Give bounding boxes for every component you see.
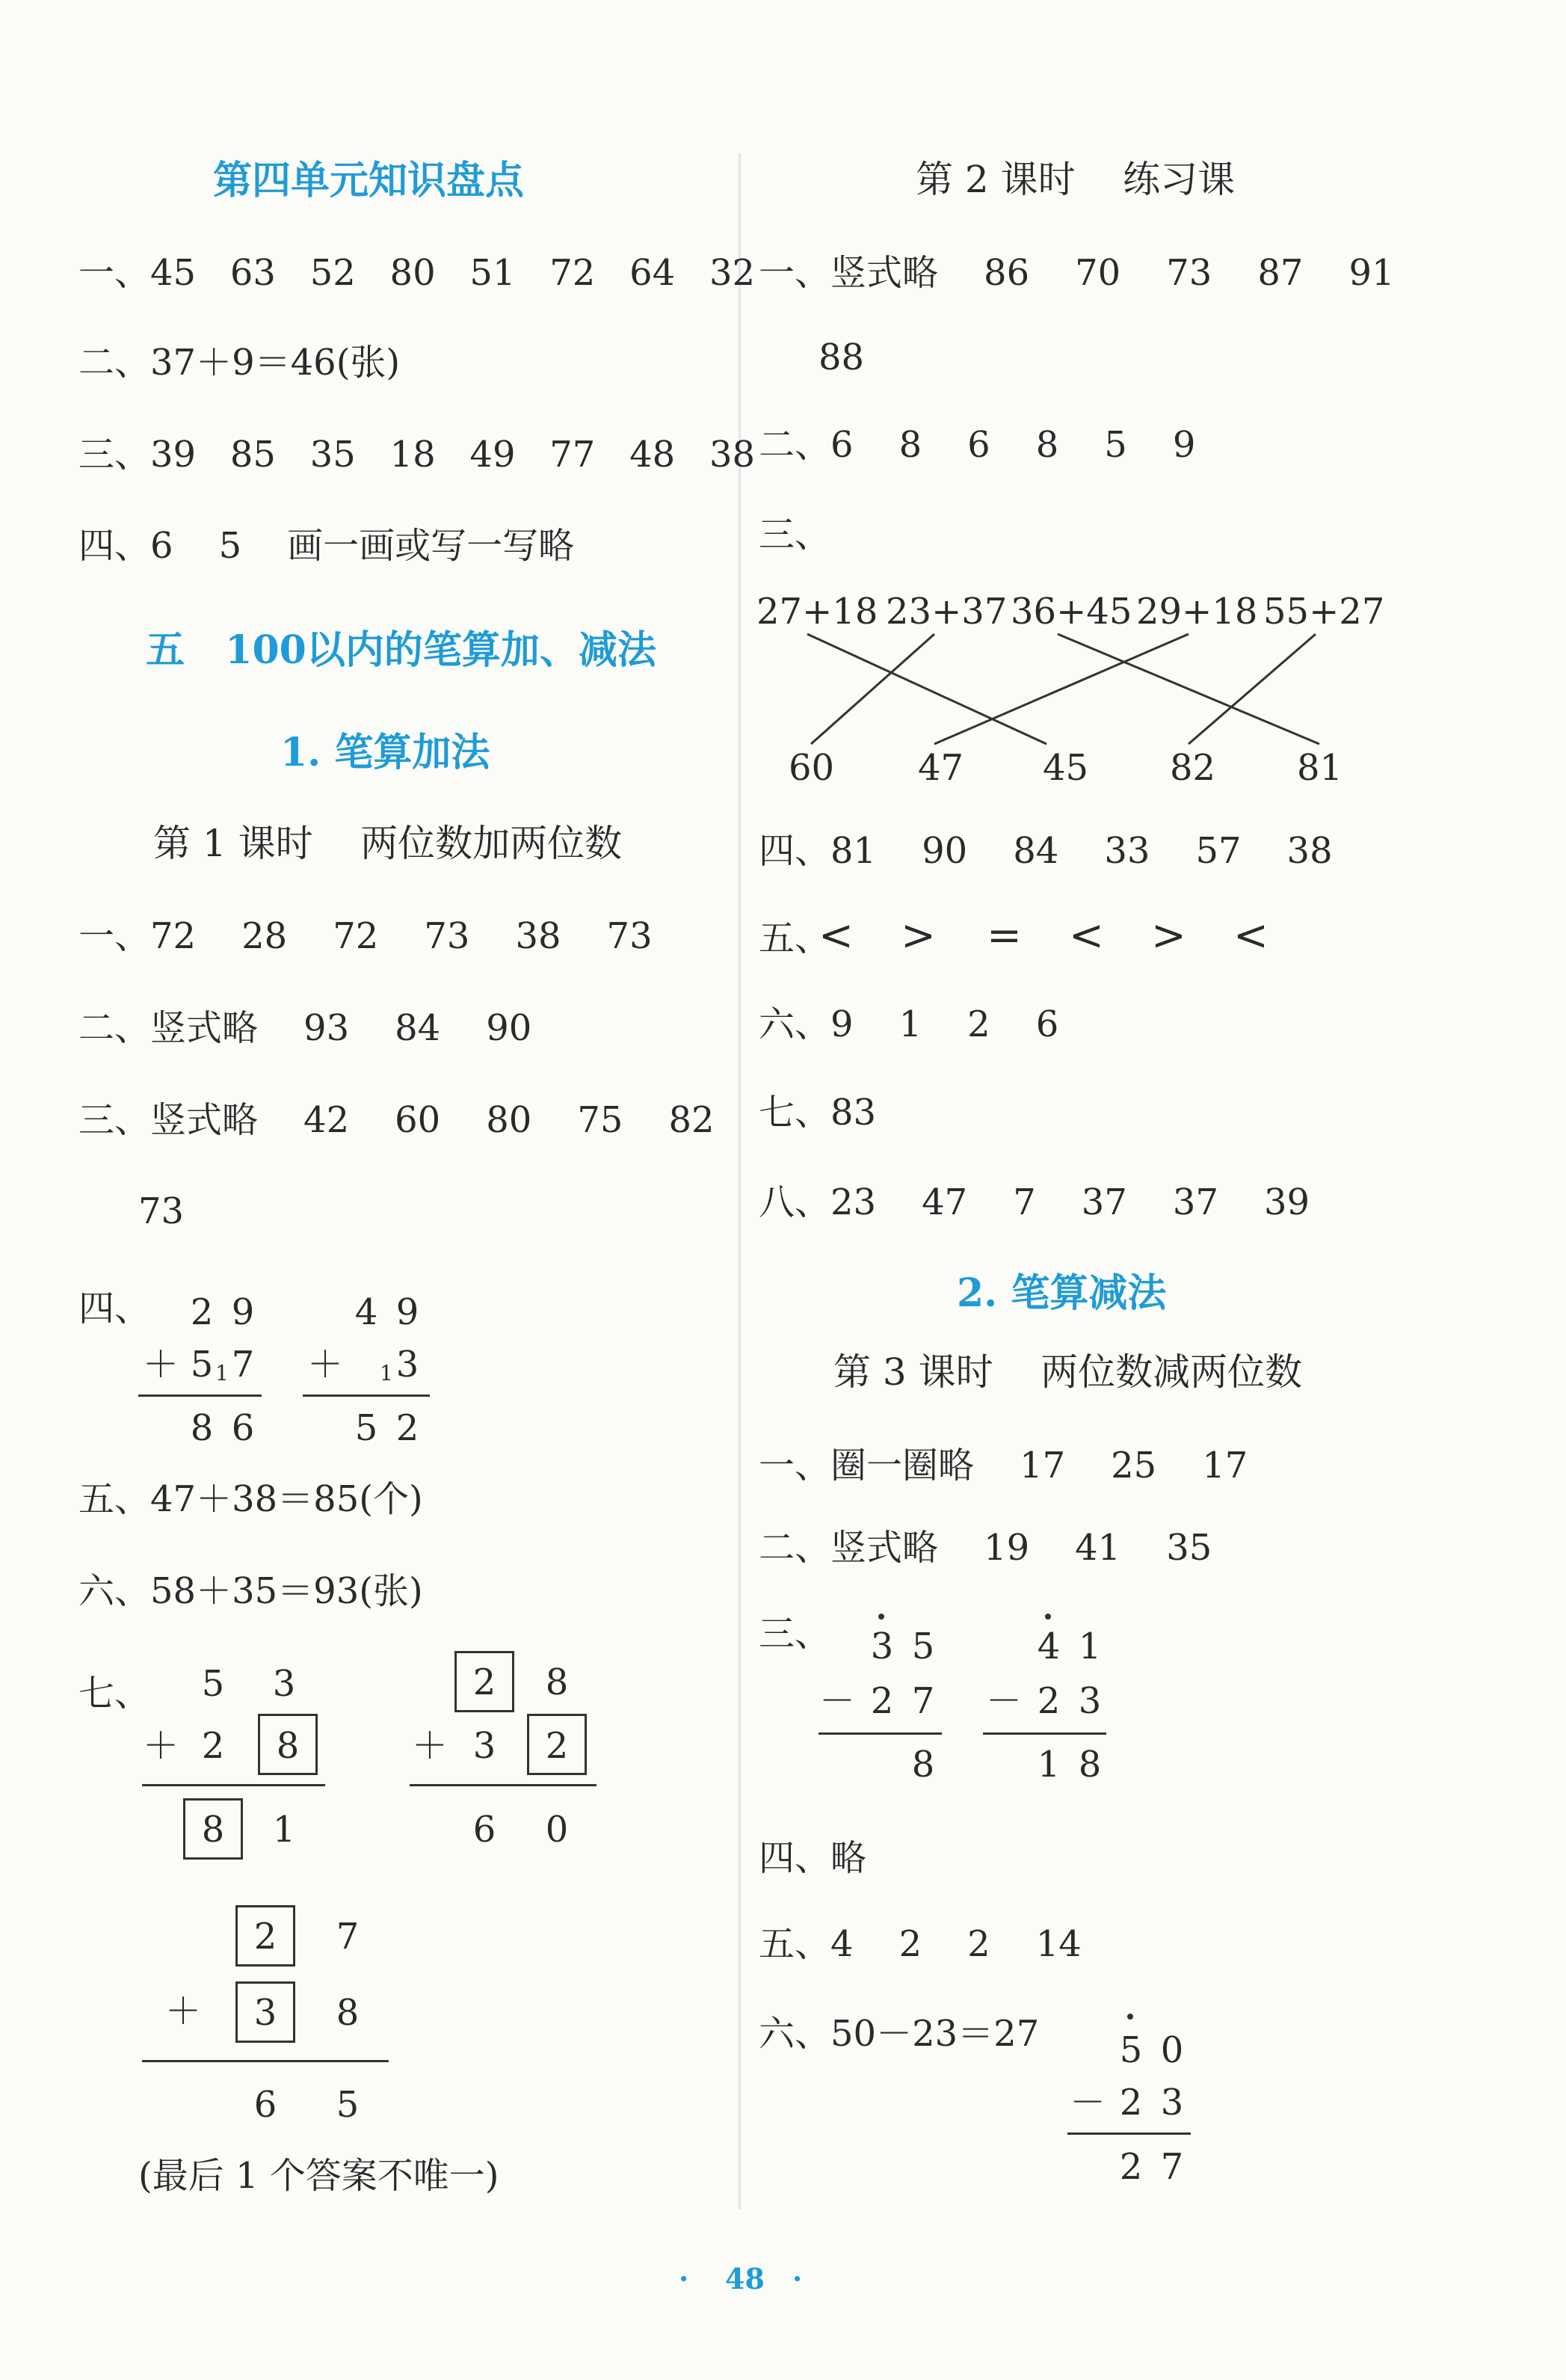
match-line bbox=[1058, 634, 1319, 744]
l2-line5-label: 五、 bbox=[759, 917, 831, 959]
l3-line4: 四、略 bbox=[759, 1837, 867, 1879]
sum-line bbox=[142, 1784, 325, 1786]
q7-label: 七、 bbox=[78, 1673, 151, 1715]
l1-line3: 三、竖式略 42 60 80 75 82 bbox=[78, 1099, 715, 1141]
sum-line bbox=[410, 1784, 597, 1786]
page-number-dot-right: · bbox=[792, 2262, 803, 2296]
sum-line bbox=[138, 1395, 262, 1397]
match-top-3: 36+45 bbox=[1011, 591, 1132, 633]
match-line bbox=[807, 634, 1046, 744]
sum-line bbox=[303, 1395, 430, 1397]
l3-line5: 五、4 2 2 14 bbox=[759, 1923, 1082, 1965]
match-top-4: 29+18 bbox=[1136, 591, 1258, 633]
u4-line1: 一、45 63 52 80 51 72 64 32 bbox=[78, 252, 756, 294]
match-lines bbox=[0, 0, 1566, 822]
u4-line3: 三、39 85 35 18 49 77 48 38 bbox=[78, 434, 756, 476]
note: (最后 1 个答案不唯一) bbox=[138, 2155, 499, 2197]
match-bottom-2: 47 bbox=[918, 747, 964, 789]
diff-line bbox=[983, 1732, 1106, 1735]
l2-line1b: 88 bbox=[819, 336, 865, 378]
lesson1-title: 第 1 课时 两位数加两位数 bbox=[153, 822, 623, 865]
l1-line6: 六、58＋35＝93(张) bbox=[78, 1570, 423, 1612]
borrow-dot bbox=[1045, 1614, 1051, 1620]
lesson2-title: 第 2 课时 练习课 bbox=[916, 158, 1236, 201]
borrow-dot bbox=[878, 1614, 884, 1620]
l3-line2: 二、竖式略 19 41 35 bbox=[759, 1527, 1212, 1569]
sum-line bbox=[142, 2060, 389, 2062]
diff-line bbox=[819, 1732, 942, 1735]
l2-line7: 七、83 bbox=[759, 1092, 877, 1134]
match-bottom-5: 81 bbox=[1297, 747, 1343, 789]
l2-line2: 二、6 8 6 8 5 9 bbox=[759, 424, 1196, 466]
q4-label: 四、 bbox=[78, 1288, 151, 1329]
l3-line1: 一、圈一圈略 17 25 17 bbox=[759, 1445, 1248, 1486]
chapter-title: 五 100以内的笔算加、减法 bbox=[146, 627, 656, 673]
l1-line1: 一、72 28 72 73 38 73 bbox=[78, 915, 653, 957]
l1-line3b: 73 bbox=[138, 1190, 185, 1232]
u4-line2: 二、37＋9＝46(张) bbox=[78, 342, 401, 384]
u4-line4: 四、6 5 画一画或写一写略 bbox=[78, 525, 575, 567]
l1-line5: 五、47＋38＝85(个) bbox=[78, 1478, 423, 1520]
l1-line2: 二、竖式略 93 84 90 bbox=[78, 1007, 532, 1049]
match-line bbox=[811, 634, 934, 744]
match-top-1: 27+18 bbox=[756, 591, 878, 633]
page-number: 48 bbox=[725, 2262, 765, 2296]
unit4-title: 第四单元知识盘点 bbox=[213, 158, 525, 203]
page-number-dot-left: · bbox=[679, 2262, 689, 2296]
q3-label: 三、 bbox=[759, 1613, 831, 1655]
diff-line bbox=[1067, 2133, 1191, 2135]
section2-title: 2. 笔算减法 bbox=[957, 1270, 1167, 1316]
lesson3-title: 第 3 课时 两位数减两位数 bbox=[833, 1350, 1303, 1394]
section1-title: 1. 笔算加法 bbox=[280, 730, 490, 775]
match-bottom-4: 82 bbox=[1170, 747, 1216, 789]
l2-line4: 四、81 90 84 33 57 38 bbox=[759, 830, 1333, 872]
l2-line3: 三、 bbox=[759, 514, 831, 556]
match-top-2: 23+37 bbox=[886, 591, 1008, 633]
l3-line6: 六、50－23＝27 bbox=[759, 2013, 1040, 2055]
match-top-5: 55+27 bbox=[1263, 591, 1385, 633]
match-line bbox=[934, 634, 1189, 744]
l2-line8: 八、23 47 7 37 37 39 bbox=[759, 1181, 1310, 1223]
match-line bbox=[1189, 634, 1316, 744]
l2-line1: 一、竖式略 86 70 73 87 91 bbox=[759, 252, 1395, 294]
borrow-dot bbox=[1127, 2014, 1133, 2020]
match-bottom-1: 60 bbox=[789, 747, 835, 789]
match-bottom-3: 45 bbox=[1043, 747, 1089, 789]
l2-line6: 六、9 1 2 6 bbox=[759, 1003, 1059, 1045]
